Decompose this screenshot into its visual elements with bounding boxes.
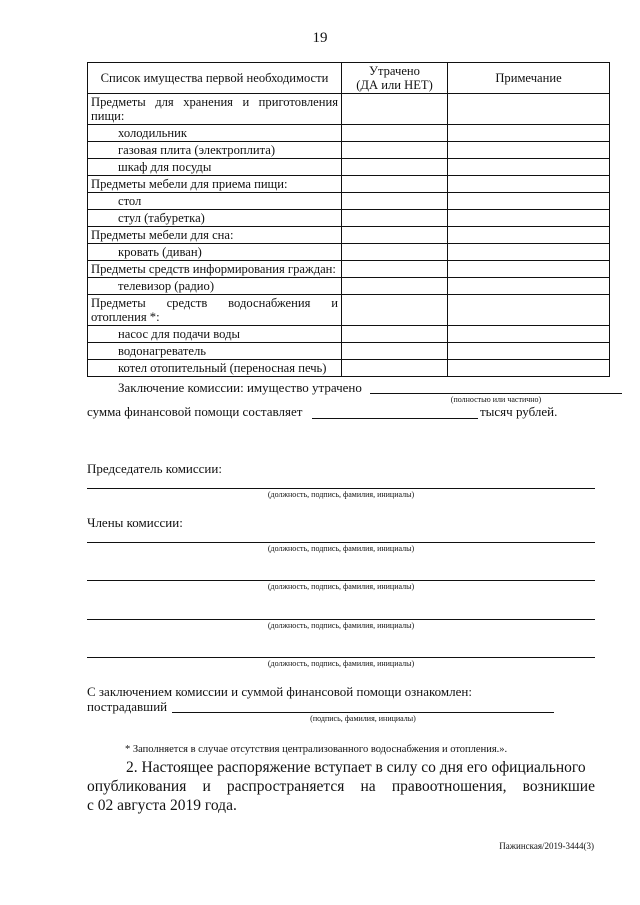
member-signature-line xyxy=(87,542,595,543)
header-lost: Утрачено (ДА или НЕТ) xyxy=(342,63,448,94)
table-row xyxy=(88,261,610,278)
property-table xyxy=(87,62,610,377)
note-cell[interactable] xyxy=(448,343,610,360)
property-item: Предметы мебели для сна: xyxy=(88,227,342,244)
table-row xyxy=(88,176,610,193)
note-cell[interactable] xyxy=(448,295,610,326)
property-item: Предметы средств водоснабжения и отопления *: xyxy=(88,295,342,326)
members-label: Члены комиссии: xyxy=(87,515,183,530)
table-row xyxy=(88,227,610,244)
lost-cell[interactable] xyxy=(342,261,448,278)
member-signature-hint: (должность, подпись, фамилия, инициалы) xyxy=(267,621,415,630)
property-item: холодильник xyxy=(88,125,342,142)
property-item: Предметы для хранения и приготовления пищи: xyxy=(88,94,342,125)
conclusion-hint: (полностью или частично) xyxy=(450,395,542,404)
paragraph-word: на xyxy=(360,778,376,795)
property-item: Предметы мебели для приема пищи: xyxy=(88,176,342,193)
note-cell[interactable] xyxy=(448,125,610,142)
note-cell[interactable] xyxy=(448,227,610,244)
lost-cell[interactable] xyxy=(342,295,448,326)
victim-signature-hint: (подпись, фамилия, инициалы) xyxy=(310,714,416,723)
conclusion-label: Заключение комиссии: имущество утрачено xyxy=(118,380,362,395)
chairman-label: Председатель комиссии: xyxy=(87,461,222,476)
sum-label: сумма финансовой помощи составляет xyxy=(87,404,303,419)
paragraph-word: и xyxy=(202,778,211,795)
member-signature-line xyxy=(87,619,595,620)
member-signature-hint: (должность, подпись, фамилия, инициалы) xyxy=(267,659,415,668)
table-row xyxy=(88,360,610,377)
footnote: * Заполняется в случае отсутствия централизованного водоснабжения и отопления.». xyxy=(125,744,508,755)
property-item: Предметы средств информирования граждан: xyxy=(88,261,342,278)
victim-signature-line xyxy=(172,712,554,713)
lost-cell[interactable] xyxy=(342,193,448,210)
paragraph-word: опубликования xyxy=(87,778,187,795)
member-signature-line xyxy=(87,657,595,658)
lost-cell[interactable] xyxy=(342,278,448,295)
lost-cell[interactable] xyxy=(342,159,448,176)
header-note: Примечание xyxy=(448,63,610,94)
paragraph-line-1: 2. Настоящее распоряжение вступает в силу со дня его официального xyxy=(126,759,586,776)
chairman-signature-line xyxy=(87,488,595,489)
property-item: котел отопительный (переносная печь) xyxy=(88,360,342,377)
property-item: газовая плита (электроплита) xyxy=(88,142,342,159)
lost-cell[interactable] xyxy=(342,125,448,142)
property-item: стол xyxy=(88,193,342,210)
table-row xyxy=(88,210,610,227)
member-signature-hint: (должность, подпись, фамилия, инициалы) xyxy=(267,544,415,553)
lost-cell[interactable] xyxy=(342,244,448,261)
note-cell[interactable] xyxy=(448,159,610,176)
lost-cell[interactable] xyxy=(342,343,448,360)
lost-cell[interactable] xyxy=(342,210,448,227)
lost-cell[interactable] xyxy=(342,326,448,343)
table-body xyxy=(88,94,610,377)
note-cell[interactable] xyxy=(448,94,610,125)
lost-cell[interactable] xyxy=(342,94,448,125)
note-cell[interactable] xyxy=(448,261,610,278)
conclusion-line xyxy=(370,393,622,394)
lost-cell[interactable] xyxy=(342,176,448,193)
header-property-list: Список имущества первой необходимости xyxy=(88,63,342,94)
property-item: стул (табуретка) xyxy=(88,210,342,227)
acquainted-label: С заключением комиссии и суммой финансовой помощи ознакомлен: xyxy=(87,684,472,699)
note-cell[interactable] xyxy=(448,210,610,227)
paragraph-word: возникшие xyxy=(522,778,595,795)
property-item: кровать (диван) xyxy=(88,244,342,261)
paragraph-line-2 xyxy=(87,777,595,796)
table-row xyxy=(88,142,610,159)
document-code: Пажинская/2019-3444(3) xyxy=(499,841,594,851)
note-cell[interactable] xyxy=(448,278,610,295)
note-cell[interactable] xyxy=(448,176,610,193)
table-row xyxy=(88,343,610,360)
note-cell[interactable] xyxy=(448,244,610,261)
lost-cell[interactable] xyxy=(342,360,448,377)
property-item: шкаф для посуды xyxy=(88,159,342,176)
note-cell[interactable] xyxy=(448,326,610,343)
member-signature-line xyxy=(87,580,595,581)
sum-unit: тысяч рублей. xyxy=(480,404,558,419)
table-row xyxy=(88,326,610,343)
property-item: телевизор (радио) xyxy=(88,278,342,295)
table-row xyxy=(88,278,610,295)
member-signature-hint: (должность, подпись, фамилия, инициалы) xyxy=(267,582,415,591)
note-cell[interactable] xyxy=(448,142,610,159)
table-row xyxy=(88,125,610,142)
paragraph-word: правоотношения, xyxy=(391,778,507,795)
table-row xyxy=(88,295,610,326)
chairman-signature-hint: (должность, подпись, фамилия, инициалы) xyxy=(267,490,415,499)
note-cell[interactable] xyxy=(448,360,610,377)
table-row xyxy=(88,94,610,125)
property-item: водонагреватель xyxy=(88,343,342,360)
lost-cell[interactable] xyxy=(342,142,448,159)
paragraph-line-3: с 02 августа 2019 года. xyxy=(87,797,237,814)
property-item: насос для подачи воды xyxy=(88,326,342,343)
lost-cell[interactable] xyxy=(342,227,448,244)
table-row xyxy=(88,159,610,176)
paragraph-word: распространяется xyxy=(226,778,345,795)
page-number: 19 xyxy=(312,30,328,46)
sum-line xyxy=(312,418,478,419)
note-cell[interactable] xyxy=(448,193,610,210)
table-row xyxy=(88,193,610,210)
table-header-row xyxy=(88,63,610,94)
table-row xyxy=(88,244,610,261)
victim-label: пострадавший xyxy=(87,699,168,714)
